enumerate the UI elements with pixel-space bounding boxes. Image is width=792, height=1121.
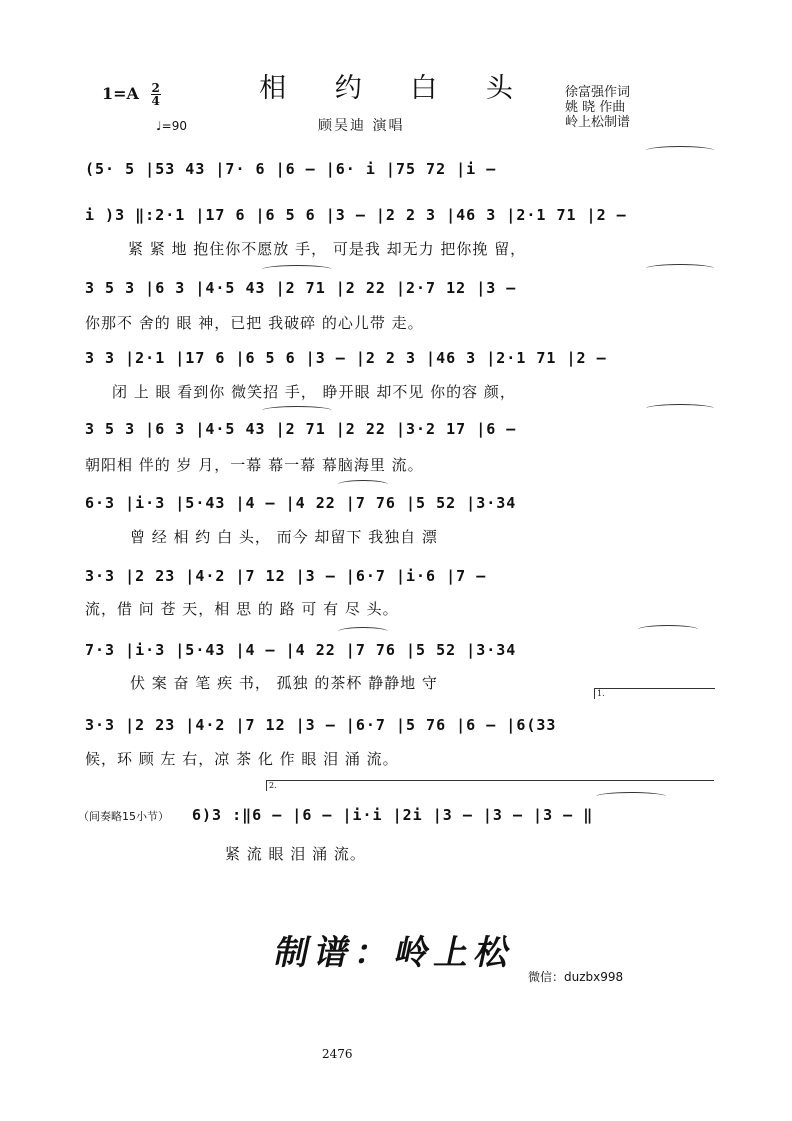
music-line-6: 6·3 |i·3 |5·43 |4 – |4 22 |7 76 |5 52 |3·34 [85, 494, 517, 512]
slur-mark [262, 406, 332, 415]
slur-mark [638, 625, 698, 634]
music-line-5: 3 5 3 |6 3 |4·5 43 |2 71 |2 22 |3·2 17 |6 – [85, 420, 517, 438]
credits-block [565, 85, 630, 130]
lyric-line-4: 闭 上 眼 看到你 微笑招 手， 睁开眼 却不见 你的容 颜， [112, 383, 516, 401]
music-line-4: 3 3 |2·1 |17 6 |6 5 6 |3 – |2 2 3 |46 3 |2·1 71 |2 – [85, 349, 607, 367]
music-line-2: i )3 ‖:2·1 |17 6 |6 5 6 |3 – |2 2 3 |46 3 |2·1 71 |2 – [85, 206, 627, 224]
lyric-line-8: 伏 案 奋 笔 疾 书， 孤独 的茶杯 静静地 守 [130, 674, 438, 692]
volta-1-bracket: 1. [594, 688, 715, 699]
slur-mark [338, 627, 388, 636]
lyricist-credit: 徐富强作词 [565, 85, 631, 100]
lyric-line-2: 紧 紧 地 抱住你不愿放 手， 可是我 却无力 把你挽 留， [128, 240, 527, 258]
slur-mark [646, 264, 714, 273]
composer-credit: 姚 晓 作曲 [565, 100, 626, 115]
interlude-note: （间奏略15小节） [78, 810, 169, 823]
lyric-line-6: 曾 经 相 约 白 头， 而今 却留下 我独自 漂 [130, 528, 438, 546]
wechat-contact: 微信：duzbx998 [528, 970, 624, 984]
time-top: 2 [151, 81, 160, 95]
lyric-line-7: 流，借 问 苍 天，相 思 的 路 可 有 尽 头。 [85, 600, 399, 618]
lyric-line-3: 你那不 舍的 眼 神，已把 我破碎 的心儿带 走。 [85, 314, 424, 332]
music-line-3: 3 5 3 |6 3 |4·5 43 |2 71 |2 22 |2·7 12 |3 – [85, 279, 517, 297]
music-line-10: 6)3 :‖6 – |6 – |i·i |2i |3 – |3 – |3 – ‖ [192, 806, 594, 824]
signature-arranger: 制谱：岭上松 [271, 933, 520, 973]
key-signature [102, 82, 161, 107]
lyric-line-10: 紧 流 眼 泪 涌 流。 [225, 845, 366, 863]
volta-2-bracket: 2. [266, 780, 714, 791]
singer-credit: 顾吴迪 演唱 [318, 118, 405, 134]
time-signature [151, 82, 161, 107]
slur-mark [338, 480, 388, 489]
music-line-7: 3·3 |2 23 |4·2 |7 12 |3 – |6·7 |i·6 |7 – [85, 567, 487, 585]
lyric-line-5: 朝阳相 伴的 岁 月，一幕 幕一幕 幕脑海里 流。 [85, 456, 424, 474]
slur-mark [596, 792, 666, 801]
time-bottom: 4 [151, 94, 160, 108]
slur-mark [646, 404, 714, 413]
page-number: 2476 [322, 1047, 353, 1061]
arranger-credit: 岭上松制谱 [565, 115, 631, 130]
music-line-9: 3·3 |2 23 |4·2 |7 12 |3 – |6·7 |5 76 |6 – |6(33 [85, 716, 557, 734]
lyric-line-9: 候，环 顾 左 右，凉 茶 化 作 眼 泪 涌 流。 [85, 750, 399, 768]
music-line-1: (5· 5 |53 43 |7· 6 |6 – |6· i |75 72 |i – [85, 160, 497, 178]
slur-mark [646, 146, 714, 155]
tempo-marking: ♩=90 [156, 119, 187, 133]
key-text: 1=A [102, 84, 139, 103]
song-title: 相 约 白 头 [259, 73, 533, 104]
music-line-8: 7·3 |i·3 |5·43 |4 – |4 22 |7 76 |5 52 |3·34 [85, 641, 517, 659]
slur-mark [262, 265, 332, 274]
